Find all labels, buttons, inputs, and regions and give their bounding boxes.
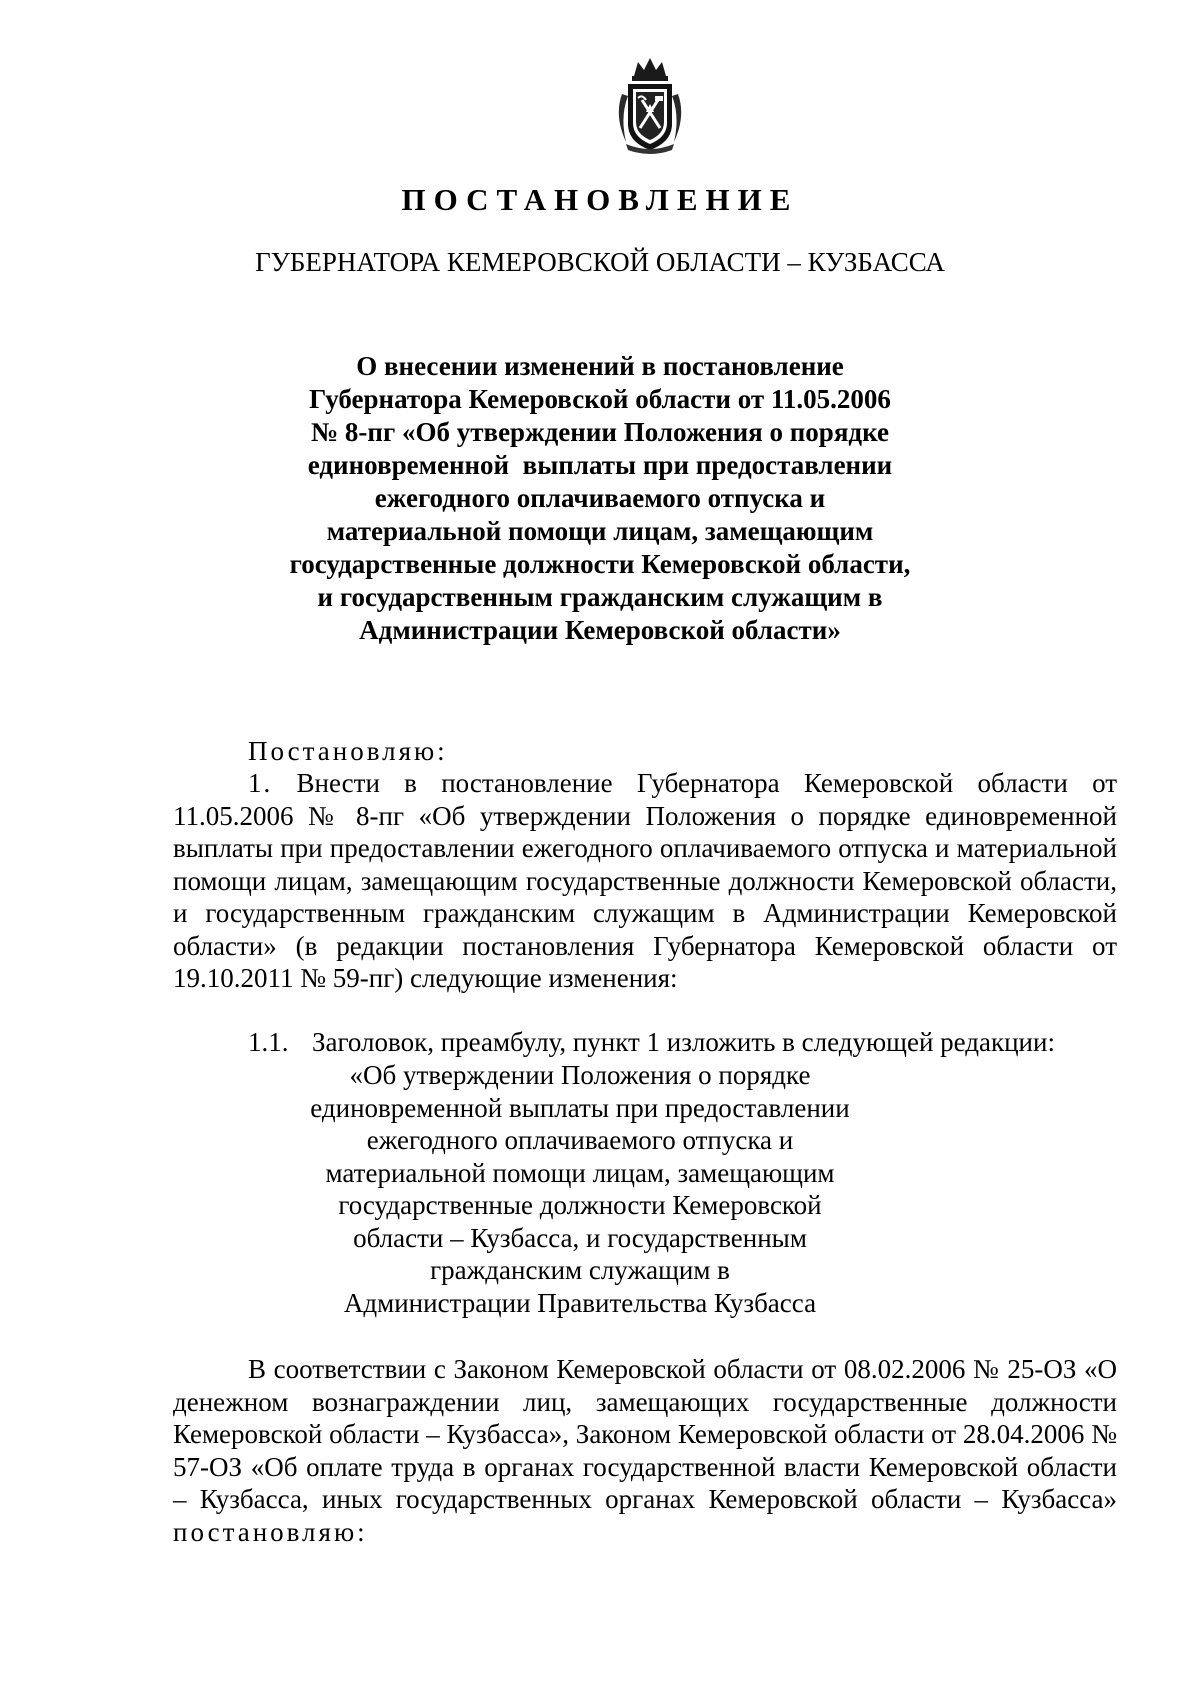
preamble-paragraph	[173, 1353, 1117, 1548]
decree-word: Постановляю:	[248, 736, 448, 766]
paragraph-1-1-text: Заголовок, преамбулу, пункт 1 изложить в следующей редакции:	[312, 1027, 1055, 1057]
quote-line: ежегодного оплачиваемого отпуска и	[366, 1125, 794, 1155]
quote-line: гражданским служащим в	[430, 1255, 730, 1285]
quote-line: Администрации Правительства Кузбасса	[343, 1287, 817, 1318]
paragraph-1-text: Внести в постановление Губернатора Кемеровской области от 11.05.2006 № 8-пг «Об утверждении Положения о порядке единовременной выплаты при предоставлении ежегодного оплачиваемого отпуска и материальной помощи лицам, замещающим государственные должности Кемеровской области, и государственным гражданским служащим в Администрации Кемеровской области» (в редакции постановления Губернатора Кемеровской области от 19.10.2011 № 59-пг) следующие изменения:	[173, 768, 1118, 993]
quote-line: материальной помощи лицам, замещающим	[325, 1157, 835, 1188]
quote-line: области – Кузбасса, и государственным	[353, 1222, 807, 1253]
quote-line: государственные должности Кемеровской	[338, 1190, 822, 1220]
subject-line: единовременной выплаты при предоставлении	[307, 450, 893, 480]
paragraph-1-1-number: 1.1.	[248, 1027, 289, 1057]
subject-line: Администрации Кемеровской области»	[359, 615, 841, 645]
quote-line: «Об утверждении Положения о порядке	[349, 1060, 811, 1090]
document-type-title: ПОСТАНОВЛЕНИЕ	[401, 182, 799, 217]
subject-line: государственные должности Кемеровской области,	[289, 549, 911, 579]
new-title-quote	[300, 1059, 860, 1319]
subject-line: О внесении изменений в постановление	[356, 351, 844, 381]
document-subject	[250, 350, 950, 647]
subject-line: № 8-пг «Об утверждении Положения о порядке	[311, 417, 889, 447]
issuing-authority: ГУБЕРНАТОРА КЕМЕРОВСКОЙ ОБЛАСТИ – КУЗБАССА	[255, 247, 945, 277]
subject-line: Губернатора Кемеровской области от 11.05.2006	[309, 384, 891, 414]
subject-line: и государственным гражданским служащим в	[317, 582, 883, 612]
coat-of-arms-emblem	[612, 54, 688, 154]
paragraph-1	[173, 767, 1117, 995]
quote-line: единовременной выплаты при предоставлении	[310, 1092, 850, 1123]
subject-line: материальной помощи лицам, замещающим	[326, 516, 874, 546]
subject-line: ежегодного оплачиваемого отпуска и	[374, 483, 826, 513]
preamble-text: В соответствии с Законом Кемеровской области от 08.02.2006 № 25-ОЗ «О денежном вознаграждении лиц, замещающих государственные должности Кемеровской области – Кузбасса», Законом Кемеровской области от 28.04.2006 № 57-ОЗ «Об оплате труда в органах государственной власти Кемеровской области – Кузбасса, иных государственных органах Кемеровской области – Кузбасса»	[173, 1354, 1117, 1514]
paragraph-1-number: 1.	[248, 768, 273, 798]
preamble-decree-word: постановляю:	[173, 1516, 368, 1547]
paragraph-1-1	[173, 1026, 1117, 1059]
